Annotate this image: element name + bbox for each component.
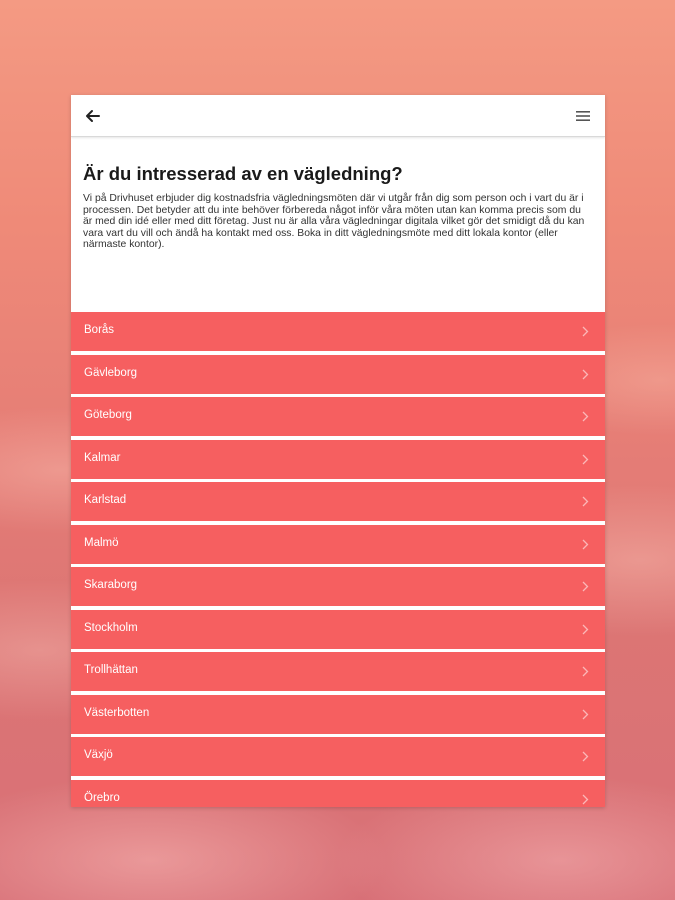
top-app-bar: [71, 95, 605, 137]
arrow-left-icon: [83, 106, 103, 126]
chevron-right-icon: [581, 751, 589, 762]
office-label: Borås: [84, 324, 115, 336]
chevron-right-icon: [581, 411, 589, 422]
content-card: [71, 95, 605, 807]
office-label: Kalmar: [84, 451, 121, 464]
office-list-item[interactable]: [71, 780, 605, 808]
chevron-right-icon: [581, 326, 589, 337]
menu-button[interactable]: [575, 108, 591, 124]
office-label: Gävleborg: [84, 366, 138, 379]
chevron-right-icon: [581, 539, 589, 550]
office-list-item[interactable]: [71, 695, 605, 734]
page-title: Är du intresserad av en vägledning?: [83, 163, 403, 184]
chevron-right-icon: [581, 666, 589, 677]
chevron-right-icon: [581, 369, 589, 380]
office-label: Växjö: [84, 749, 113, 761]
chevron-right-icon: [581, 496, 589, 507]
office-label: Skaraborg: [84, 579, 138, 591]
office-label: Örebro: [84, 791, 120, 804]
office-list-item[interactable]: [71, 737, 605, 776]
chevron-right-icon: [581, 709, 589, 720]
office-list-item[interactable]: [71, 397, 605, 436]
office-label: Malmö: [84, 536, 119, 549]
office-list-item[interactable]: [71, 525, 605, 564]
intro-description: Vi på Drivhuset erbjuder dig kostnadsfria vägledningsmöten där vi utgår från dig som person och i vart du är i processen. Det betyder att du inte behöver förbereda något inför våra möten utan kan komma precis som du är med din idé eller med ditt företag. Just nu är alla våra vägledningar digitala vilket gör det smidigt då du kan vara vart du vill och ändå ha kontakt med oss. Boka in ditt vägledningsmöte med ditt lokala kontor (eller närmaste kontor).: [83, 193, 585, 251]
chevron-right-icon: [581, 794, 589, 805]
office-list-item[interactable]: [71, 440, 605, 479]
hamburger-menu-icon: [575, 108, 591, 124]
chevron-right-icon: [581, 581, 589, 592]
chevron-right-icon: [581, 454, 589, 465]
office-list-item[interactable]: [71, 652, 605, 691]
office-list-item[interactable]: [71, 312, 605, 351]
office-label: Västerbotten: [84, 706, 150, 719]
office-list-item[interactable]: [71, 567, 605, 606]
office-label: Stockholm: [84, 621, 138, 634]
back-button[interactable]: [83, 106, 103, 126]
intro-section: [71, 137, 605, 312]
office-list: [71, 312, 605, 807]
office-label: Karlstad: [84, 494, 127, 506]
chevron-right-icon: [581, 624, 589, 635]
office-label: Trollhättan: [84, 664, 138, 676]
office-label: Göteborg: [84, 409, 132, 421]
office-list-item[interactable]: [71, 355, 605, 394]
office-list-item[interactable]: [71, 482, 605, 521]
office-list-item[interactable]: [71, 610, 605, 649]
